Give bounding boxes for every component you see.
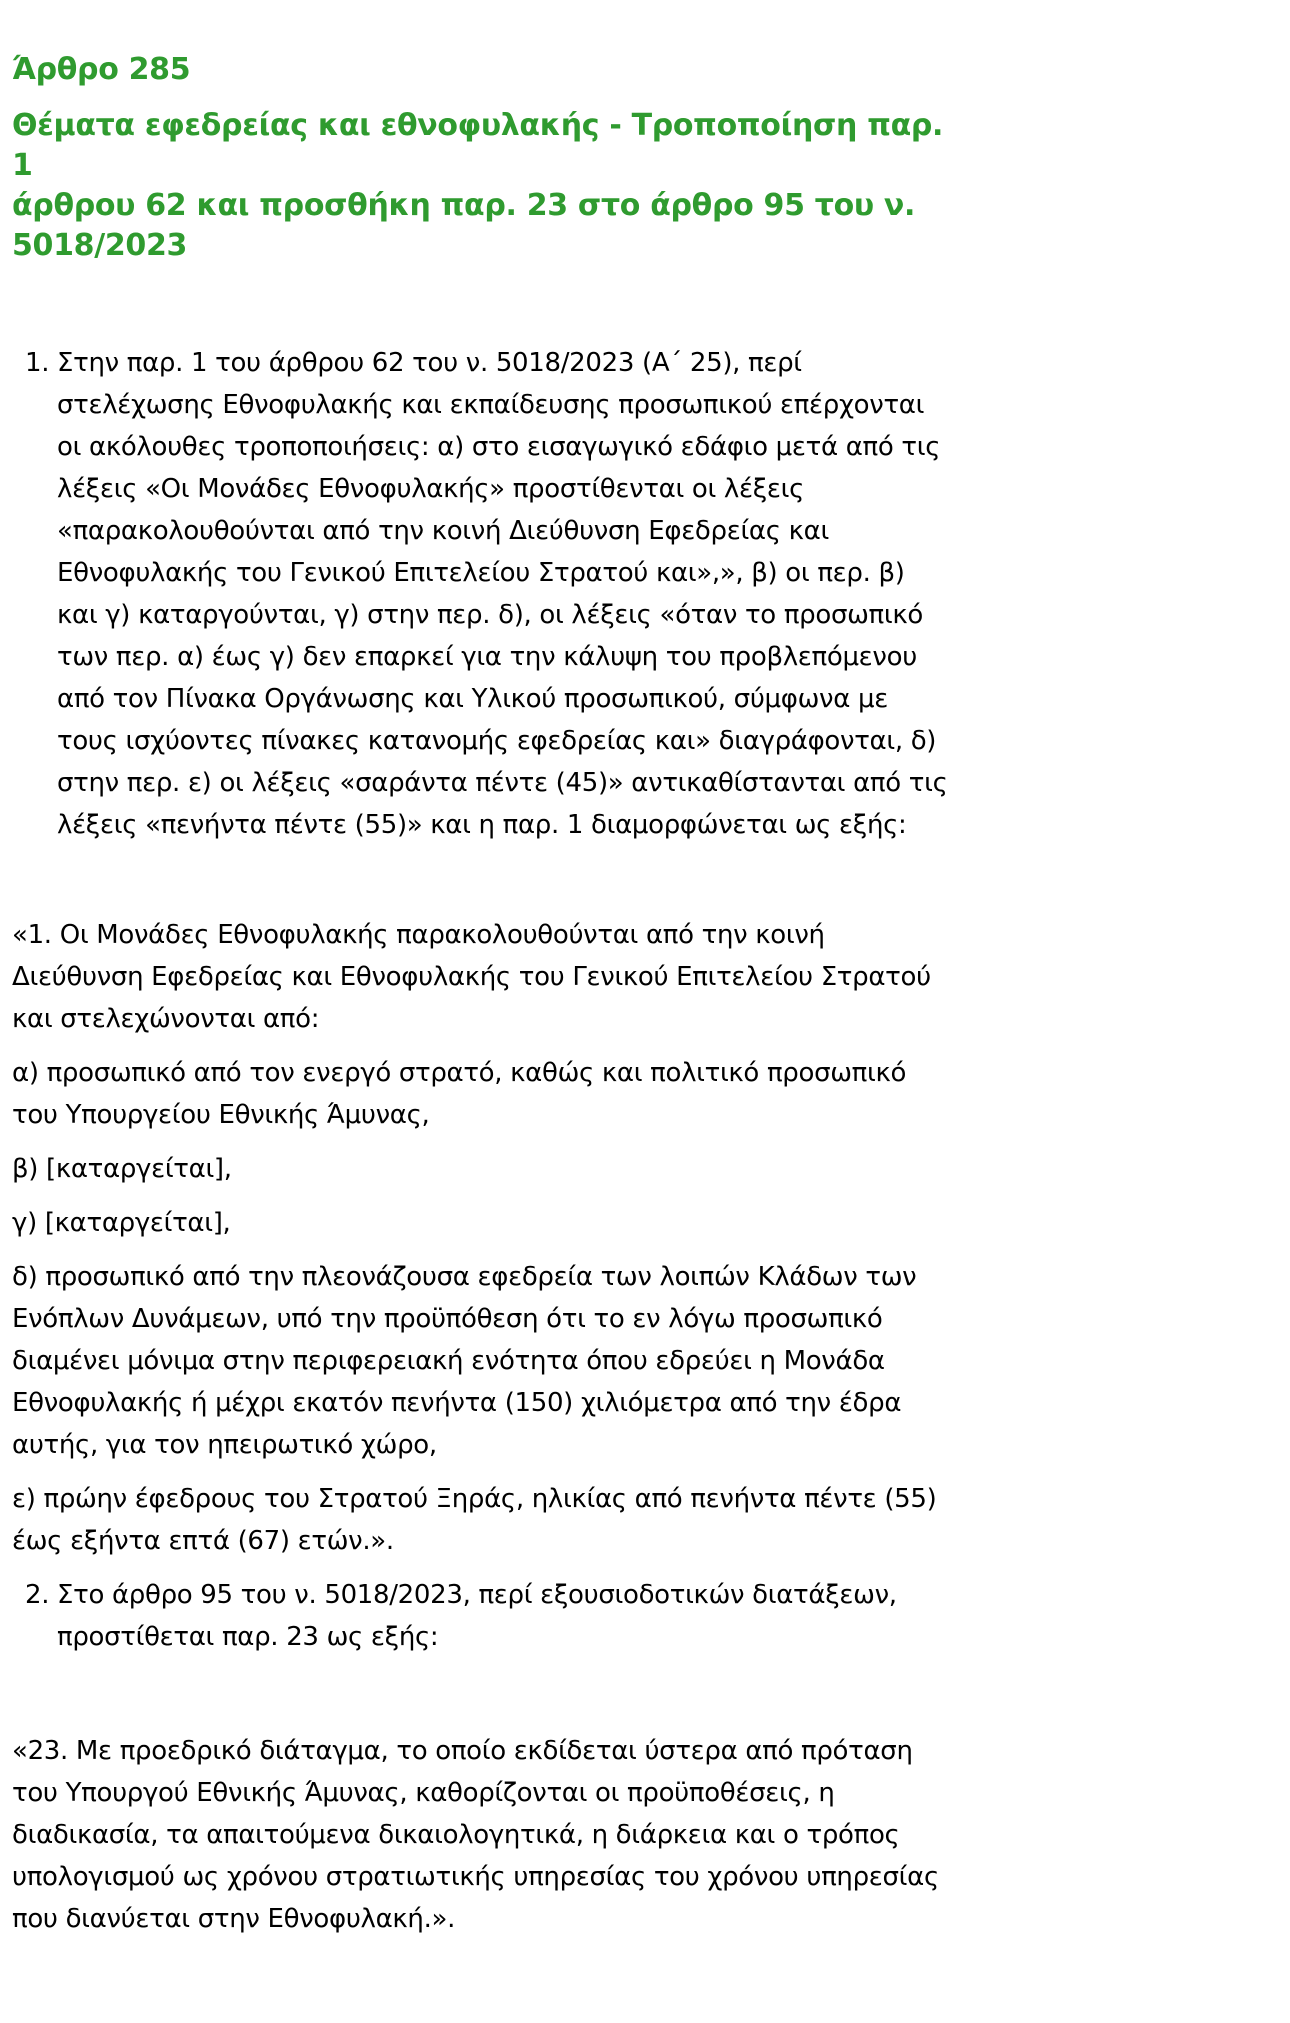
- quoted-par1-case-g: γ) [καταργείται],: [12, 1208, 231, 1238]
- document-page: [12, 0, 952, 1940]
- quoted-par1-case-a: α) προσωπικό από τον ενεργό στρατό, καθώς και πολιτικό προσωπικό του Υπουργείου Εθνικής Άμυνας,: [12, 1058, 907, 1130]
- quoted-par1-case-b: β) [καταργείται],: [12, 1154, 232, 1184]
- numbered-item-2: [12, 1574, 952, 1658]
- numbered-item-1-text: Στην παρ. 1 του άρθρου 62 του ν. 5018/2023 (Α΄ 25), περί στελέχωσης Εθνοφυλακής και εκπαίδευσης προσωπικού επέρχονται οι ακόλουθες τροποποιήσεις: α) στο εισαγωγικό εδάφιο μετά από τις λέξεις «Οι Μονάδες Εθνοφυλακής» προστίθενται οι λέξεις «παρακολουθούνται από την κοινή Διεύθυνση Εφεδρείας και Εθνοφυλακής του Γενικού Επιτελείου Στρατού και»,», β) οι περ. β) και γ) καταργούνται, γ) στην περ. δ), οι λέξεις «όταν το προσωπικό των περ. α) έως γ) δεν επαρκεί για την κάλυψη του προβλεπόμενου από τον Πίνακα Οργάνωσης και Υλικού προσωπικού, σύμφωνα με τους ισχύοντες πίνακες κατανομής εφεδρείας και» διαγράφονται, δ) στην περ. ε) οι λέξεις «σαράντα πέντε (45)» αντικαθίστανται από τις λέξεις «πενήντα πέντε (55)» και η παρ. 1 διαμορφώνεται ως εξής:: [57, 348, 948, 840]
- quoted-par1-intro: «1. Οι Μονάδες Εθνοφυλακής παρακολουθούνται από την κοινή Διεύθυνση Εφεδρείας και Εθνοφυλακής του Γενικού Επιτελείου Στρατού και στελεχώνονται από:: [12, 920, 931, 1034]
- quoted-par1-case-e: ε) πρώην έφεδρους του Στρατού Ξηράς, ηλικίας από πενήντα πέντε (55) έως εξήντα επτά (67) ετών.».: [12, 1484, 937, 1556]
- numbered-item-1: [12, 342, 952, 846]
- quoted-par1-case-d: δ) προσωπικό από την πλεονάζουσα εφεδρεία των λοιπών Κλάδων των Ενόπλων Δυνάμεων, υπό την προϋπόθεση ότι το εν λόγω προσωπικό διαμένει μόνιμα στην περιφερειακή ενότητα όπου εδρεύει η Μονάδα Εθνοφυλακής ή μέχρι εκατόν πενήντα (150) χιλιόμετρα από την έδρα αυτής, για τον ηπειρωτικό χώρο,: [12, 1262, 917, 1460]
- article-title-heading: [12, 106, 952, 266]
- numbered-item-2-text: Στο άρθρο 95 του ν. 5018/2023, περί εξουσιοδοτικών διατάξεων, προστίθεται παρ. 23 ως εξής:: [57, 1580, 897, 1652]
- article-number-heading: Άρθρο 285: [12, 52, 191, 87]
- article-title-line-1: Θέματα εφεδρείας και εθνοφυλακής - Τροποποίηση παρ. 1: [12, 108, 944, 183]
- quoted-par23-text: «23. Με προεδρικό διάταγμα, το οποίο εκδίδεται ύστερα από πρόταση του Υπουργού Εθνικής Άμυνας, καθορίζονται οι προϋποθέσεις, η διαδικασία, τα απαιτούμενα δικαιολογητικά, η διάρκεια και ο τρόπος υπολογισμού ως χρόνου στρατιωτικής υπηρεσίας του χρόνου υπηρεσίας που διανύεται στην Εθνοφυλακή.».: [12, 1736, 939, 1934]
- numbered-item-1-marker: 1.: [25, 348, 50, 378]
- article-title-line-2: άρθρου 62 και προσθήκη παρ. 23 στο άρθρο 95 του ν. 5018/2023: [12, 188, 916, 263]
- numbered-item-2-marker: 2.: [25, 1580, 50, 1610]
